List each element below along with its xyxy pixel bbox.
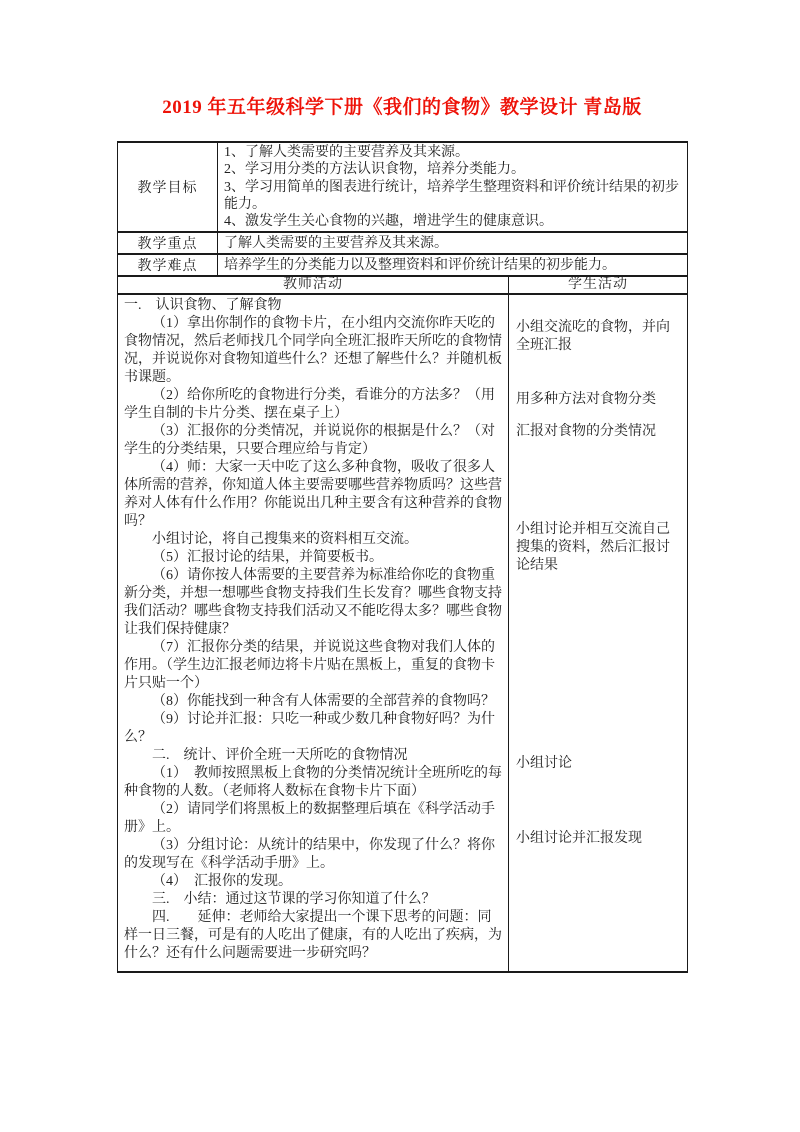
objectives-row <box>118 142 688 232</box>
teacher-activity-paragraph: （4） 汇报你的发现。 <box>152 874 292 890</box>
teacher-activity-paragraph: （4）师：大家一天中吃了这么多种食物，吸收了很多人体所需的营养，你知道人体主要需要哪些营养物质吗？这些营养对人体有什么作用？你能说出几种主要含有这种营养的食物吗？ <box>124 460 502 530</box>
activity-header-row <box>118 276 688 294</box>
page-title: 2019 年五年级科学下册《我们的食物》教学设计 青岛版 <box>162 97 642 118</box>
teacher-activity-paragraph: （7）汇报你分类的结果，并说说这些食物对我们人体的作用。（学生边汇报老师边将卡片贴在黑板上，重复的食物卡片只贴一个） <box>124 640 495 692</box>
difficulty-label: 教学难点 <box>118 254 218 276</box>
objective-item: 1、了解人类需要的主要营养及其来源。 <box>224 145 469 160</box>
key-point-row <box>118 232 688 254</box>
objectives-cell <box>218 142 688 232</box>
teacher-activity-paragraph: （9）讨论并汇报：只吃一种或少数几种食物好吗？为什么？ <box>124 712 495 746</box>
student-activity-note: 小组交流吃的食物，并向全班汇报 <box>516 320 670 354</box>
student-activity-note: 用多种方法对食物分类 <box>516 392 656 408</box>
teacher-activity-paragraph: （2）请同学们将黑板上的数据整理后填在《科学活动手册》上。 <box>124 802 495 836</box>
objective-item: 3、学习用简单的图表进行统计，培养学生整理资料和评价统计结果的初步能力。 <box>224 179 679 212</box>
student-activities-cell <box>509 294 688 972</box>
activity-body-row <box>118 294 688 972</box>
key-point-label: 教学重点 <box>118 232 218 254</box>
objectives-list <box>224 144 683 230</box>
teacher-activity-header: 教师活动 <box>118 276 509 294</box>
objective-item: 2、学习用分类的方法认识食物，培养分类能力。 <box>224 162 525 178</box>
difficulty-row <box>118 254 688 276</box>
teacher-activities-list <box>118 295 508 963</box>
objectives-label: 教学目标 <box>118 142 218 232</box>
teacher-activity-paragraph: （6）请你按人体需要的主要营养为标准给你吃的食物重新分类，并想一想哪些食物支持我们生长发育？哪些食物支持我们活动？哪些食物支持我们活动又不能吃得太多？哪些食物让我们保持健康？ <box>124 568 502 638</box>
teacher-activity-paragraph: 三. 小结：通过这节课的学习你知道了什么？ <box>152 892 436 908</box>
teacher-activity-paragraph: 小组讨论，将自己搜集来的资料相互交流。 <box>152 532 418 548</box>
teacher-activities-cell <box>118 294 509 972</box>
student-activity-note: 汇报对食物的分类情况 <box>516 424 656 440</box>
teacher-activity-paragraph: 二. 统计、评价全班一天所吃的食物情况 <box>152 748 408 764</box>
teacher-activity-paragraph: （1）拿出你制作的食物卡片，在小组内交流你昨天吃的食物情况，然后老师找几个同学向全班汇报昨天所吃的食物情况，并说说你对食物知道些什么？还想了解些什么？并随机板书课题。 <box>124 316 502 386</box>
teacher-activity-paragraph: 一. 认识食物、了解食物 <box>124 298 282 314</box>
objective-item: 4、激发学生关心食物的兴趣，增进学生的健康意识。 <box>224 214 553 230</box>
teacher-activity-paragraph: （3）汇报你的分类情况，并说说你的根据是什么？（对学生的分类结果，只要合理应给与肯定） <box>124 424 495 458</box>
key-point-text: 了解人类需要的主要营养及其来源。 <box>218 232 688 254</box>
teacher-activity-paragraph: 四. 延伸：老师给大家提出一个课下思考的问题：同样一日三餐，可是有的人吃出了健康，有的人吃出了疾病，为什么？还有什么问题需要进一步研究吗？ <box>124 910 502 962</box>
student-activity-note: 小组讨论并相互交流自己搜集的资料，然后汇报讨论结果 <box>516 522 670 573</box>
teacher-activity-paragraph: （5）汇报讨论的结果，并简要板书。 <box>152 550 383 566</box>
student-activity-header: 学生活动 <box>509 276 688 294</box>
student-activity-note: 小组讨论 <box>516 756 572 772</box>
lesson-plan-table <box>117 141 688 973</box>
difficulty-text: 培养学生的分类能力以及整理资料和评价统计结果的初步能力。 <box>218 254 688 276</box>
teacher-activity-paragraph: （3）分组讨论：从统计的结果中，你发现了什么？将你的发现写在《科学活动手册》上。 <box>124 838 495 872</box>
student-activity-note: 小组讨论并汇报发现 <box>516 831 642 847</box>
teacher-activity-paragraph: （1） 教师按照黑板上食物的分类情况统计全班所吃的每种食物的人数。（老师将人数标在食物卡片下面） <box>124 766 502 800</box>
student-activities-list <box>509 295 687 971</box>
teacher-activity-paragraph: （2）给你所吃的食物进行分类，看谁分的方法多？（用学生自制的卡片分类、摆在桌子上） <box>124 388 495 422</box>
teacher-activity-paragraph: （8）你能找到一种含有人体需要的全部营养的食物吗？ <box>152 694 495 710</box>
